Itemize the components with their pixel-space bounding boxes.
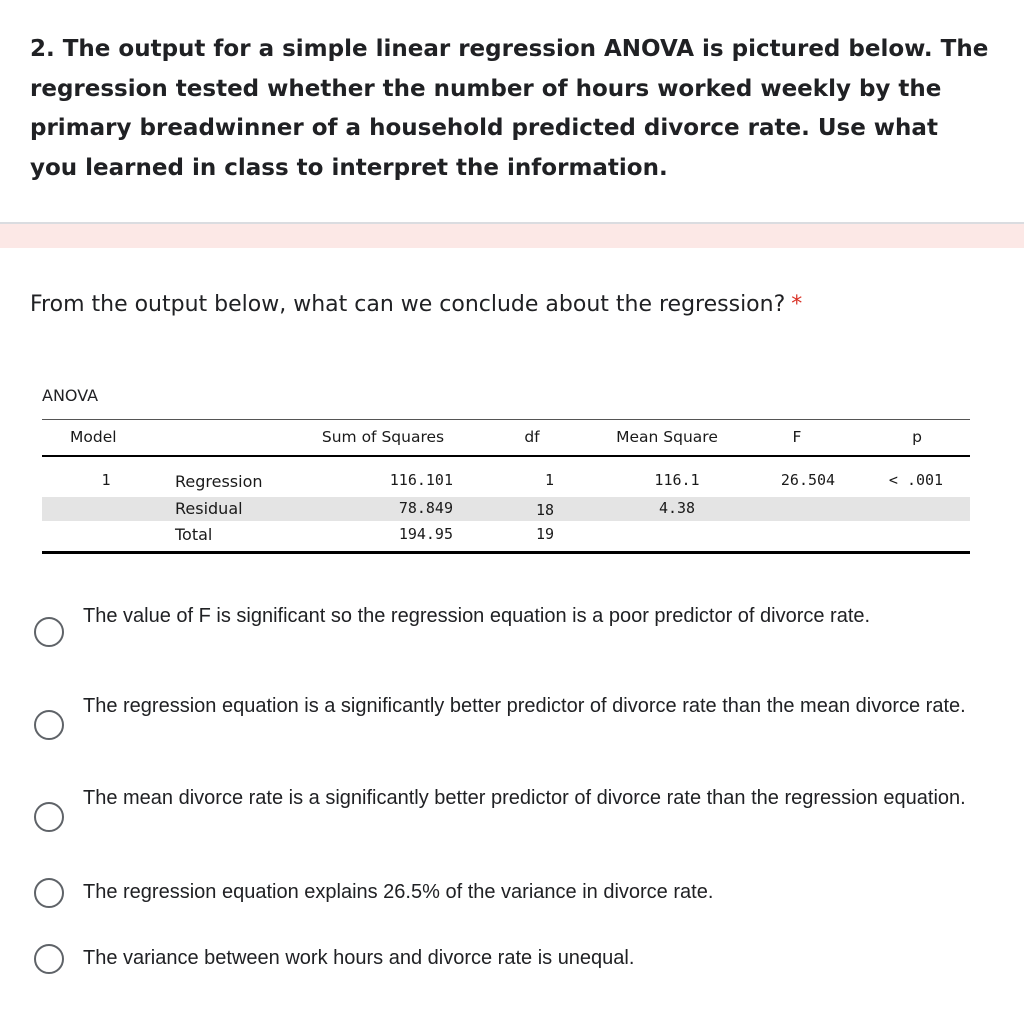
radio-button[interactable] <box>34 710 64 740</box>
cell-ss-total: 194.95 <box>398 525 453 543</box>
header-sum-of-squares: Sum of Squares <box>321 428 445 446</box>
question-header: 2. The output for a simple linear regression ANOVA is pictured below. The regression tested whether the number of hours worked weekly by the primary breadwinner of a household predicted divorce rate. Use what you learned in class to interpret the information. <box>30 36 989 181</box>
answer-option-3[interactable] <box>30 782 990 846</box>
option-label: The regression equation is a significantly better predictor of divorce rate than the mean divorce rate. <box>83 695 966 717</box>
table-bottom-rule <box>42 551 970 554</box>
row-label-regression: Regression <box>175 472 263 491</box>
row-label-total: Total <box>175 525 213 544</box>
header-p: p <box>912 428 922 446</box>
cell-df-total: 19 <box>535 525 554 543</box>
anova-caption: ANOVA <box>42 386 99 405</box>
option-label: The variance between work hours and divorce rate is unequal. <box>83 947 635 969</box>
table-header-rule <box>42 455 970 457</box>
option-label: The mean divorce rate is a significantly better predictor of divorce rate than the regression equation. <box>83 787 966 809</box>
header-f: F <box>792 428 802 446</box>
radio-button[interactable] <box>34 617 64 647</box>
radio-button[interactable] <box>34 802 64 832</box>
required-asterisk: * <box>791 292 803 317</box>
radio-button[interactable] <box>34 944 64 974</box>
cell-ms-regression: 116.1 <box>654 471 700 489</box>
model-number: 1 <box>101 471 111 489</box>
header-mean-square: Mean Square <box>616 428 718 446</box>
cell-df-residual: 18 <box>535 501 554 519</box>
option-label: The regression equation explains 26.5% of the variance in divorce rate. <box>83 881 714 903</box>
section-divider <box>0 222 1024 248</box>
question-text: From the output below, what can we conclude about the regression? <box>30 292 786 317</box>
cell-ms-residual: 4.38 <box>658 499 696 517</box>
answer-option-4[interactable] <box>30 876 990 908</box>
cell-ss-regression: 116.101 <box>389 471 453 489</box>
header-df: df <box>524 428 540 446</box>
option-label: The value of F is significant so the regression equation is a poor predictor of divorce rate. <box>83 605 871 627</box>
question-title <box>30 292 802 317</box>
table-top-rule <box>42 419 970 420</box>
cell-f-regression: 26.504 <box>780 471 836 489</box>
answer-option-5[interactable] <box>30 942 990 974</box>
cell-df-regression: 1 <box>544 471 554 489</box>
cell-ss-residual: 78.849 <box>398 499 453 517</box>
radio-button[interactable] <box>34 878 64 908</box>
answer-option-2[interactable] <box>30 690 990 754</box>
row-label-residual: Residual <box>175 499 243 518</box>
answer-option-1[interactable] <box>30 600 990 664</box>
cell-p-regression: < .001 <box>888 471 944 489</box>
header-model: Model <box>70 428 117 446</box>
anova-table <box>42 419 970 554</box>
